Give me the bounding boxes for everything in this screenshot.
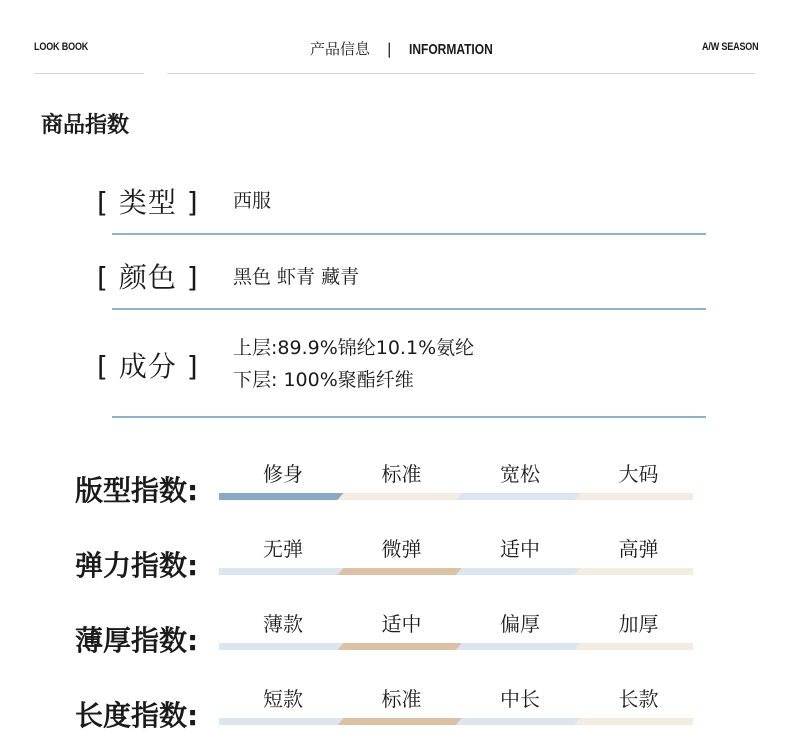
- index-label: 版型指数:: [75, 474, 199, 507]
- index-option: 高弹: [618, 537, 659, 561]
- index-label: 长度指数:: [75, 699, 199, 732]
- index-option: 标准: [381, 687, 422, 711]
- index-option: 微弹: [381, 537, 422, 561]
- index-bar: [219, 568, 693, 576]
- index-bar-segment: [456, 493, 581, 500]
- info-value-material-upper: 上层:89.9%锦纶10.1%氨纶: [233, 337, 475, 359]
- index-option: 宽松: [500, 462, 540, 486]
- index-bar: [219, 718, 693, 726]
- index-bar: [219, 493, 693, 501]
- title-separator: |: [386, 40, 392, 58]
- info-value-material-lower: 下层: 100%聚酯纤维: [233, 369, 414, 391]
- index-option: 无弹: [263, 537, 303, 561]
- index-bar-segment: [575, 493, 694, 500]
- section-title: 商品指数: [41, 113, 130, 138]
- info-divider: [112, 233, 706, 235]
- index-option: 修身: [263, 462, 303, 486]
- info-label-material: [ 成分 ]: [97, 350, 199, 383]
- title-cn: 产品信息: [310, 40, 371, 58]
- info-label-color: [ 颜色 ]: [97, 261, 199, 294]
- index-option: 大码: [618, 462, 659, 486]
- index-label: 弹力指数:: [75, 549, 199, 582]
- index-option: 中长: [500, 687, 540, 711]
- info-label-type: [ 类型 ]: [97, 186, 199, 219]
- index-bar-segment-selected: [219, 493, 344, 500]
- info-divider: [112, 416, 706, 418]
- index-bar: [219, 643, 693, 651]
- index-option: 适中: [381, 612, 422, 636]
- index-bar-segment: [456, 718, 581, 725]
- index-bar-segment: [456, 568, 581, 575]
- index-bar-segment: [338, 493, 463, 500]
- header-divider-left: [34, 73, 144, 74]
- index-bar-segment: [219, 643, 344, 650]
- index-option: 适中: [500, 537, 540, 561]
- index-bar-segment: [219, 568, 344, 575]
- look-book-label: LOOK BOOK: [34, 41, 89, 53]
- index-bar-segment: [575, 643, 694, 650]
- index-bar-segment: [575, 718, 694, 725]
- index-bar-segment-selected: [338, 643, 463, 650]
- index-bar-segment: [219, 718, 344, 725]
- season-label: A/W SEASON: [702, 41, 759, 53]
- index-bar-segment: [575, 568, 694, 575]
- info-value-color: 黑色 虾青 藏青: [233, 266, 360, 288]
- index-option: 薄款: [263, 612, 303, 636]
- index-option: 偏厚: [500, 612, 540, 636]
- index-option: 短款: [263, 687, 303, 711]
- page-title: [310, 38, 513, 59]
- index-bar-segment-selected: [338, 718, 463, 725]
- index-bar-segment-selected: [338, 568, 463, 575]
- header-divider-right: [167, 73, 755, 74]
- title-en: INFORMATION: [408, 41, 493, 58]
- index-option: 长款: [618, 687, 659, 711]
- info-value-type: 西服: [233, 190, 272, 212]
- index-bar-segment: [456, 643, 581, 650]
- index-option: 加厚: [618, 612, 659, 636]
- index-option: 标准: [381, 462, 422, 486]
- index-label: 薄厚指数:: [75, 624, 199, 657]
- info-divider: [112, 308, 706, 310]
